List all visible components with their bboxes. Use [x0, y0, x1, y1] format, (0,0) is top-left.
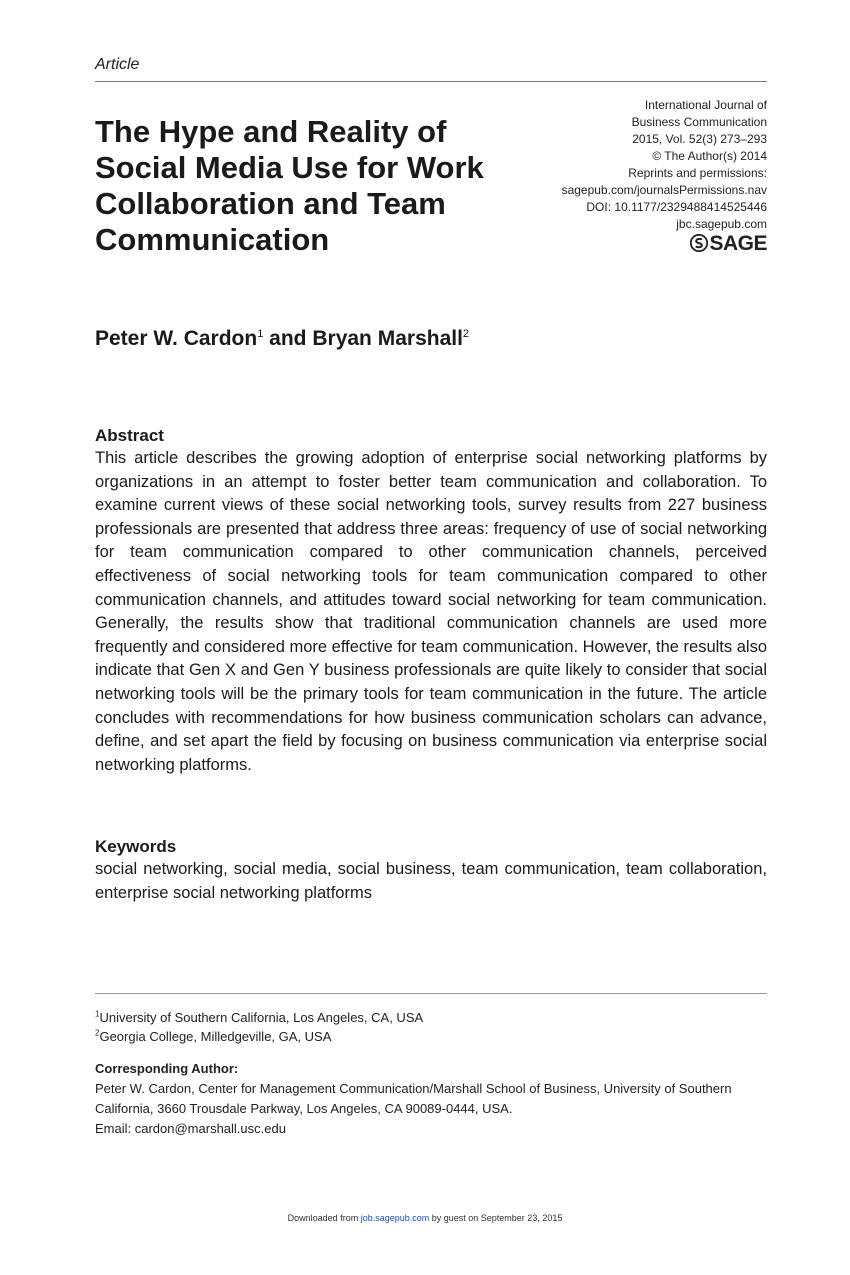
paper-title: The Hype and Reality of Social Media Use for Work Collaboration and Team Communication: [95, 114, 484, 257]
journal-info: [437, 97, 767, 257]
article-type-label: Article: [95, 56, 140, 73]
corresponding-email[interactable]: Email: cardon@marshall.usc.edu: [95, 1121, 286, 1136]
permissions-link[interactable]: sagepub.com/journalsPermissions.nav: [561, 183, 767, 197]
keywords-text: social networking, social media, social business, team communication, team collaboration, enterprise social networking platforms: [95, 860, 767, 902]
copyright-line: © The Author(s) 2014: [652, 149, 767, 163]
sage-s-icon: [690, 234, 708, 252]
keywords-section: [95, 836, 767, 905]
author-line: [95, 327, 469, 351]
affiliation-text: Georgia College, Milledgeville, GA, USA: [99, 1029, 332, 1044]
footnote-divider: [95, 993, 767, 994]
affiliation-marker: 1: [257, 328, 264, 340]
doi-line[interactable]: DOI: 10.1177/2329488414525446: [586, 200, 767, 214]
corresponding-address: Peter W. Cardon, Center for Management Communication/Marshall School of Business, University of Southern California, 3660 Trousdale Parkway, Los Angeles, CA 90089-0444, USA.: [95, 1081, 732, 1116]
download-prefix: Downloaded from: [287, 1213, 361, 1223]
affiliation-item: [95, 1008, 767, 1027]
journal-volume: 2015, Vol. 52(3) 273–293: [632, 132, 767, 146]
abstract-section: [95, 425, 767, 777]
abstract-text: This article describes the growing adoption of enterprise social networking platforms by organizations in an attempt to foster better team communication and collaboration. To examine current views of these social networking tools, survey results from 227 business professionals are presented that address three areas: frequency of use of social networking for team communication compared to other communication channels, perceived effectiveness of social networking tools for team communication compared to other communication channels, and attitudes toward social networking for team communication. Generally, the results show that traditional communication channels are used more frequently and considered more effective for team communication. However, the results also indicate that Gen X and Gen Y business professionals are quite likely to consider that social networking tools will be the primary tools for team communication in the future. The article concludes with recommendations for how business communication scholars can advance, define, and set apart the field by focusing on business communication via enterprise social networking platforms.: [95, 449, 767, 774]
abstract-heading: Abstract: [95, 426, 164, 445]
header-divider: [95, 81, 767, 82]
sage-logo-text: SAGE: [709, 231, 767, 255]
author-name: Bryan Marshall: [312, 327, 463, 350]
affiliation-marker: 2: [462, 328, 470, 340]
author-conjunction: and: [269, 327, 307, 350]
affiliation-number: 2: [95, 1028, 100, 1038]
download-source-link[interactable]: job.sagepub.com: [360, 1213, 430, 1223]
affiliation-number: 1: [95, 1009, 100, 1019]
keywords-heading: Keywords: [95, 837, 177, 856]
corresponding-author: [95, 1059, 767, 1139]
author-name: Peter W. Cardon: [95, 327, 258, 350]
reprints-label: Reprints and permissions:: [628, 166, 767, 180]
download-notice: [0, 1213, 850, 1223]
affiliations: [95, 1008, 767, 1046]
affiliation-text: University of Southern California, Los Angeles, CA, USA: [99, 1010, 424, 1025]
corresponding-heading: Corresponding Author:: [95, 1061, 239, 1076]
download-suffix: by guest on September 23, 2015: [429, 1213, 563, 1223]
affiliation-item: [95, 1027, 767, 1046]
journal-site-link[interactable]: jbc.sagepub.com: [676, 217, 767, 231]
sage-logo: [690, 231, 767, 255]
journal-name-line-2: Business Communication: [631, 115, 767, 129]
journal-name-line-1: International Journal of: [644, 98, 767, 112]
